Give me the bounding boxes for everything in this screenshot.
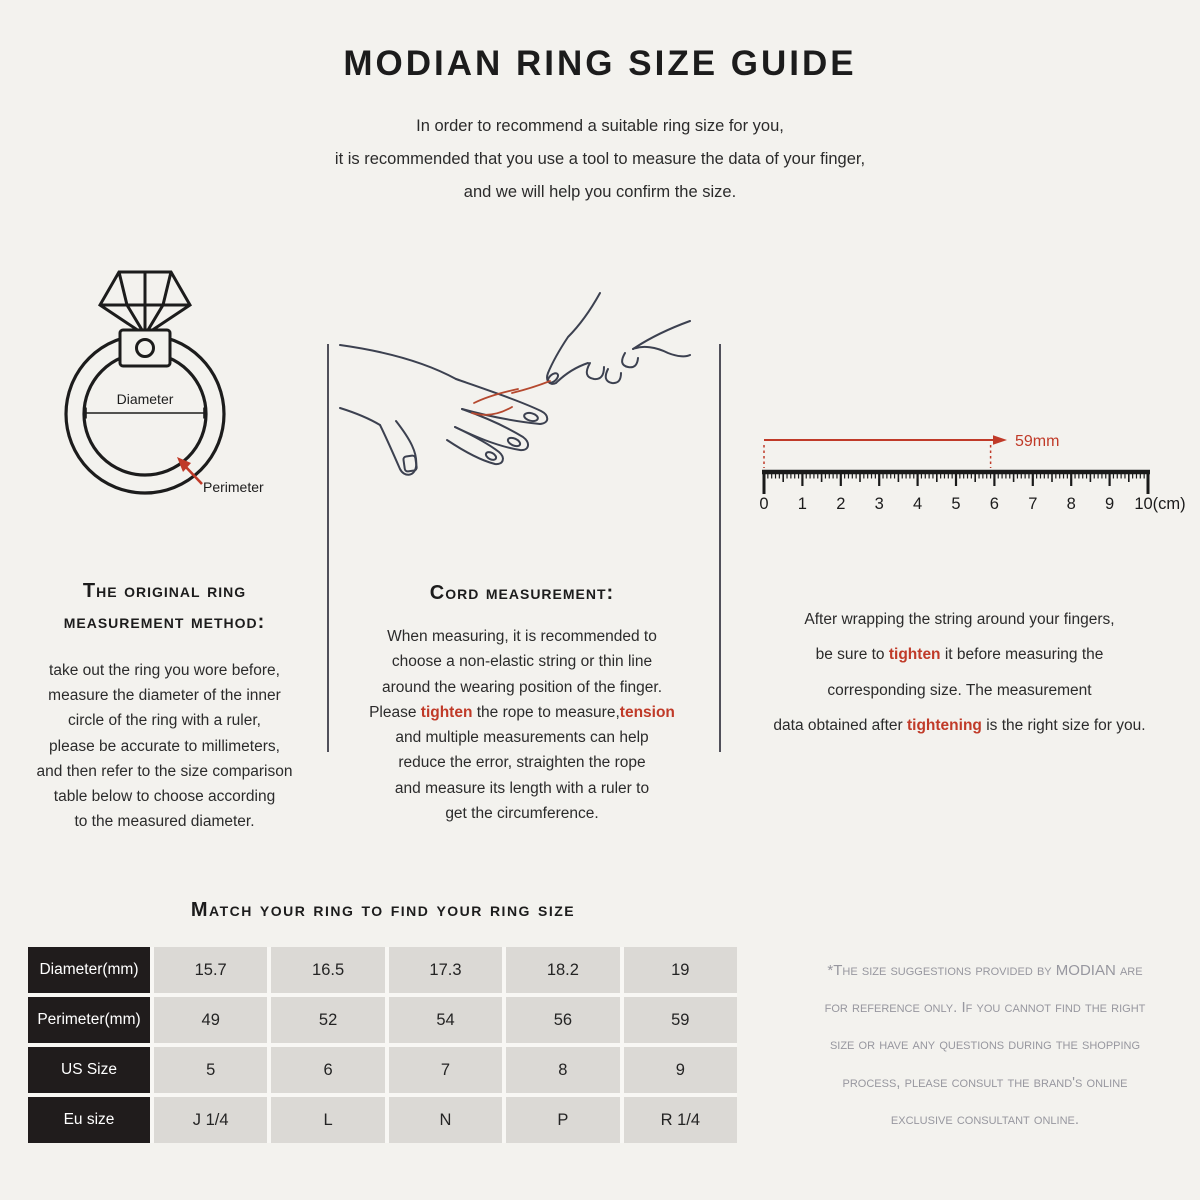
footnote-line: exclusive consultant online. bbox=[890, 1110, 1080, 1128]
intro-line: it is recommended that you use a tool to measure the data of your finger, bbox=[334, 150, 866, 168]
ruler-illustration bbox=[752, 418, 1186, 513]
table-row-header: Perimeter(mm) bbox=[28, 997, 150, 1043]
fingernail bbox=[523, 412, 538, 423]
heading-line: measurement method: bbox=[63, 611, 266, 633]
body-line: measure the diameter of the inner bbox=[48, 687, 281, 705]
size-table bbox=[28, 947, 737, 1143]
footnote-line: for reference only. If you cannot find the right bbox=[824, 999, 1146, 1017]
text-segment: the rope to measure, bbox=[472, 703, 620, 721]
text-segment: is the right size for you. bbox=[981, 717, 1146, 735]
body-line bbox=[742, 637, 1177, 672]
body-line: and then refer to the size comparison bbox=[36, 762, 293, 780]
section-cord-measurement bbox=[352, 578, 692, 826]
diameter-measure bbox=[86, 408, 204, 419]
table-cell: 59 bbox=[624, 997, 737, 1043]
svg-text:10(cm): 10(cm) bbox=[1134, 495, 1186, 513]
footnote-line: *The size suggestions provided by MODIAN are bbox=[827, 962, 1143, 979]
thumbnail bbox=[403, 455, 417, 472]
svg-text:8: 8 bbox=[1066, 495, 1076, 513]
svg-text:2: 2 bbox=[836, 495, 846, 513]
highlight-word: tension bbox=[619, 703, 675, 721]
table-cell: 52 bbox=[271, 997, 384, 1043]
body-line: get the circumference. bbox=[445, 805, 599, 823]
svg-text:9: 9 bbox=[1105, 495, 1115, 513]
page-title: MODIAN RING SIZE GUIDE bbox=[343, 44, 857, 83]
section-heading: Cord measurement: bbox=[429, 582, 615, 604]
svg-text:5: 5 bbox=[951, 495, 961, 513]
body-line: reduce the error, straighten the rope bbox=[398, 754, 646, 772]
body-line: please be accurate to millimeters, bbox=[49, 737, 280, 755]
table-cell: N bbox=[389, 1097, 502, 1143]
highlight-word: tighten bbox=[888, 646, 941, 664]
svg-text:1: 1 bbox=[797, 495, 807, 513]
body-line: and multiple measurements can help bbox=[395, 729, 649, 747]
table-cell: 16.5 bbox=[271, 947, 384, 993]
ring-diagram-illustration bbox=[52, 256, 287, 511]
body-line: around the wearing position of the finger. bbox=[381, 678, 663, 696]
body-line: to the measured diameter. bbox=[74, 813, 255, 831]
measurement-value-label: 59mm bbox=[1015, 433, 1060, 450]
table-cell: 15.7 bbox=[154, 947, 267, 993]
ruler-labels bbox=[759, 495, 1185, 513]
body-line: When measuring, it is recommended to bbox=[387, 628, 657, 645]
table-cell: 54 bbox=[389, 997, 502, 1043]
body-line: and measure its length with a ruler to bbox=[394, 779, 650, 797]
body-line bbox=[352, 700, 692, 725]
body-line: corresponding size. The measurement bbox=[827, 681, 1092, 699]
table-cell: 9 bbox=[624, 1047, 737, 1093]
fingernail bbox=[485, 451, 498, 462]
text-segment: it before measuring the bbox=[940, 646, 1104, 664]
body-line: After wrapping the string around your fingers, bbox=[804, 611, 1115, 628]
section-string-tip bbox=[742, 602, 1177, 744]
table-row-header: US Size bbox=[28, 1047, 150, 1093]
fingernail bbox=[507, 436, 522, 448]
body-line: choose a non-elastic string or thin line bbox=[391, 653, 653, 671]
intro-text bbox=[0, 110, 1200, 209]
body-line: table below to choose according bbox=[53, 788, 276, 806]
table-cell: 5 bbox=[154, 1047, 267, 1093]
intro-line: In order to recommend a suitable ring size for you, bbox=[416, 117, 784, 135]
perimeter-label: Perimeter bbox=[203, 479, 264, 495]
table-cell: 7 bbox=[389, 1047, 502, 1093]
table-cell: 18.2 bbox=[506, 947, 619, 993]
left-hand-outline bbox=[340, 345, 456, 379]
table-cell: 6 bbox=[271, 1047, 384, 1093]
table-cell: 56 bbox=[506, 997, 619, 1043]
diamond-icon bbox=[100, 272, 190, 335]
heading-line: The original ring bbox=[82, 580, 247, 602]
section-original-method bbox=[12, 576, 317, 834]
table-cell: 8 bbox=[506, 1047, 619, 1093]
right-hand-outline bbox=[547, 293, 600, 384]
table-cell: 19 bbox=[624, 947, 737, 993]
column-divider-right bbox=[719, 344, 721, 752]
table-cell: 17.3 bbox=[389, 947, 502, 993]
section-body bbox=[12, 658, 317, 834]
section-body bbox=[352, 624, 692, 826]
disclaimer-footnote bbox=[775, 952, 1195, 1138]
highlight-word: tightening bbox=[906, 717, 982, 735]
text-segment: Please bbox=[369, 703, 421, 721]
ruler-ticks bbox=[764, 470, 1148, 494]
footnote-line: size or have any questions during the shopping bbox=[829, 1036, 1141, 1054]
svg-text:4: 4 bbox=[913, 495, 923, 513]
text-segment: be sure to bbox=[815, 646, 889, 664]
table-cell: R 1/4 bbox=[624, 1097, 737, 1143]
ring-setting-box bbox=[120, 330, 170, 366]
body-line: take out the ring you wore before, bbox=[49, 662, 280, 679]
highlight-word: tighten bbox=[420, 703, 473, 721]
table-row-header: Eu size bbox=[28, 1097, 150, 1143]
ring-inner-circle bbox=[84, 353, 206, 475]
hand-measuring-illustration bbox=[338, 293, 690, 528]
table-cell: J 1/4 bbox=[154, 1097, 267, 1143]
section-heading bbox=[12, 576, 317, 638]
body-line bbox=[742, 708, 1177, 743]
text-segment: data obtained after bbox=[773, 717, 907, 735]
intro-line: and we will help you confirm the size. bbox=[463, 183, 737, 201]
svg-text:3: 3 bbox=[874, 495, 884, 513]
table-cell: 49 bbox=[154, 997, 267, 1043]
table-cell: P bbox=[506, 1097, 619, 1143]
column-divider-left bbox=[327, 344, 329, 752]
table-cell: L bbox=[271, 1097, 384, 1143]
table-row-header: Diameter(mm) bbox=[28, 947, 150, 993]
size-table-heading: Match your ring to find your ring size bbox=[190, 899, 576, 921]
svg-text:7: 7 bbox=[1028, 495, 1038, 513]
svg-text:6: 6 bbox=[989, 495, 999, 513]
diameter-label: Diameter bbox=[116, 391, 174, 407]
measurement-arrow bbox=[764, 435, 1007, 468]
svg-text:0: 0 bbox=[759, 495, 769, 513]
footnote-line: process, please consult the brand's online bbox=[842, 1073, 1128, 1091]
body-line: circle of the ring with a ruler, bbox=[68, 712, 261, 730]
